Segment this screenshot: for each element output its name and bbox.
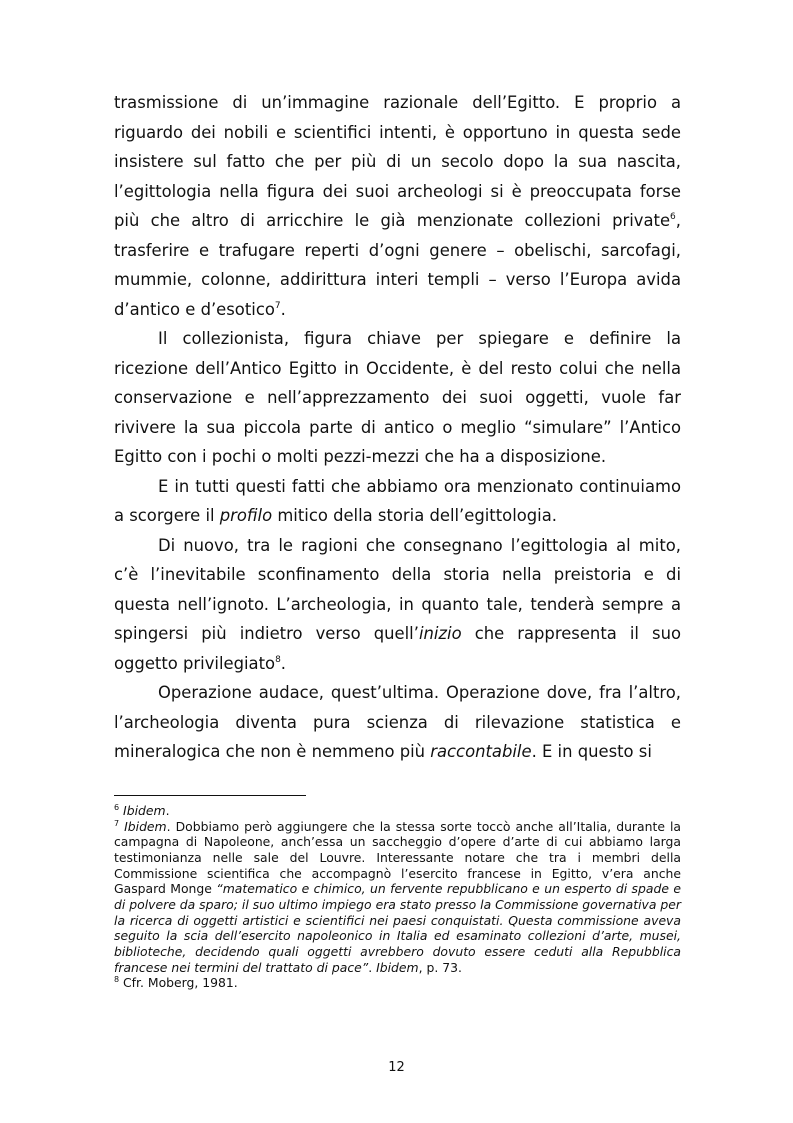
footnotes bbox=[114, 803, 681, 991]
footnote-ref-8: 8 bbox=[275, 654, 281, 665]
footnote-7: $^7$ Ibidem. Dobbiamo però aggiungere che la stessa sorte toccò anche all’Italia, durante la campagna di Napoleone, anch’essa un saccheggio d’opere d’arte di cui abbiamo larga testimonianza nelle sale del Louvre. Interessante notare che tra i membri della Commissione scientifica che accompagnò l’esercito francese in Egitto, v’era anche Gaspard Monge “matematico e chimico, un fervente repubblicano e un esperto di spade e di polvere da sparo; il suo ultimo impiego era stato presso la Commissione governativa per la ricerca di oggetti artistici e scientifici nei paesi conquistati. Questa commissione aveva seguito la scia dell’esercito napoleonico in Italia ed esaminato collezioni d’arte, musei, biblioteche, decidendo quali oggetti avrebbero dovuto essere ceduti alla Repubblica francese nei termini del trattato di pace”. Ibidem, p. 73. bbox=[114, 818, 681, 975]
footnote-8: $^8$ Cfr. Moberg, 1981. bbox=[114, 975, 238, 991]
footnote-separator bbox=[114, 795, 306, 796]
footnote-6: $^6$ Ibidem. bbox=[114, 803, 170, 818]
page-number: 12 bbox=[388, 1060, 405, 1075]
body-text bbox=[114, 88, 681, 767]
paragraph: Operazione audace, quest’ultima. Operazione dove, fra l’altro, l’archeologia diventa pura scienza di rilevazione statistica e mineralogica che non è nemmeno più raccontabile. E in questo si bbox=[114, 683, 681, 761]
paragraph: Di nuovo, tra le ragioni che consegnano l’egittologia al mito, c’è l’inevitabile sconfinamento della storia nella preistoria e di questa nell’ignoto. L’archeologia, in quanto tale, tenderà sempre a spingersi più indietro verso quell’inizio che rappresenta il suo oggetto privilegiato$^8$. bbox=[114, 535, 681, 673]
paragraph: Il collezionista, figura chiave per spiegare e definire la ricezione dell’Antico Egitto in Occidente, è del resto colui che nella conservazione e nell’apprezzamento dei suoi oggetti, vuole far rivivere la sua piccola parte di antico o meglio “simulare” l’Antico Egitto con i pochi o molti pezzi-mezzi che ha a disposizione. bbox=[114, 329, 681, 466]
footnote-ref-7: 7 bbox=[274, 300, 281, 311]
paragraph: E in tutti questi fatti che abbiamo ora menzionato continuiamo a scorgere il profilo mitico della storia dell’egittologia. bbox=[114, 476, 681, 525]
footnote-ref-6: 6 bbox=[670, 212, 676, 222]
paragraph: trasmissione di un’immagine razionale dell’Egitto. E proprio a riguardo dei nobili e scientifici intenti, è opportuno in questa sede insistere sul fatto che per più di un secolo dopo la sua nascita, l’egittologia nella figura dei suoi archeologi si è preoccupata forse più che altro di arricchire le già menzionate collezioni private$^6$, trasferire e trafugare reperti d’ogni genere – obelischi, sarcofagi, mummie, colonne, addirittura interi templi – verso l’Europa avida d’antico e d’esotico$^7$. bbox=[114, 93, 681, 319]
